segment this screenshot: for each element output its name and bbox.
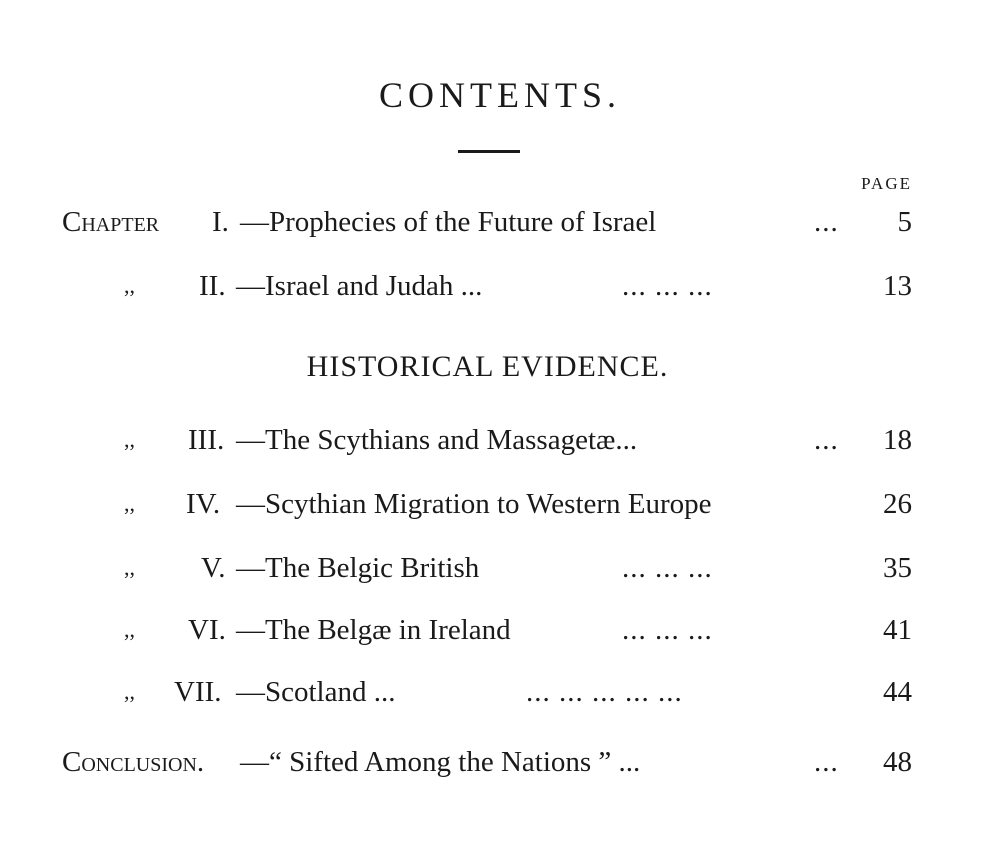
entry-lead: Chapter	[62, 206, 160, 238]
entry-leader-dots: ... ... ... ... ...	[526, 676, 683, 708]
toc-entry	[0, 200, 1000, 244]
entry-page-number: 48	[883, 746, 912, 778]
entry-ditto-mark: ,,	[124, 555, 135, 580]
entry-title: —Israel and Judah ...	[236, 270, 483, 302]
entry-page-number: 26	[883, 488, 912, 520]
entry-lead: Conclusion.	[62, 746, 205, 778]
entry-numeral: VI.	[188, 614, 226, 646]
section-heading: HISTORICAL EVIDENCE.	[306, 350, 669, 383]
entry-ditto-mark: ,,	[124, 679, 135, 704]
entry-title: —The Scythians and Massagetæ...	[236, 424, 638, 456]
entry-title: —Scythian Migration to Western Europe	[236, 488, 712, 520]
entry-page-number: 35	[883, 552, 912, 584]
entry-leader-dots: ...	[814, 746, 839, 778]
entry-page-number: 41	[883, 614, 912, 646]
toc-entry	[0, 740, 1000, 784]
entry-leader-dots: ... ... ...	[622, 614, 713, 646]
entry-ditto-mark: ,,	[124, 427, 135, 452]
entry-leader-dots: ... ... ...	[622, 552, 713, 584]
entry-title: —Prophecies of the Future of Israel	[240, 206, 657, 238]
entry-leader-dots: ... ... ...	[622, 270, 713, 302]
toc-entry	[0, 418, 1000, 462]
toc-entry	[0, 546, 1000, 590]
entry-ditto-mark: ,,	[124, 273, 135, 298]
page-column-header: PAGE	[861, 174, 912, 193]
entry-numeral: I.	[212, 206, 229, 238]
entry-title: —Scotland ...	[236, 676, 396, 708]
entry-numeral: IV.	[186, 488, 221, 520]
entry-leader-dots: ...	[814, 424, 839, 456]
entry-numeral: V.	[201, 552, 226, 584]
toc-entry	[0, 608, 1000, 652]
entry-title: —“ Sifted Among the Nations ” ...	[240, 746, 641, 778]
toc-entry	[0, 670, 1000, 714]
toc-entry	[0, 482, 1000, 526]
entry-ditto-mark: ,,	[124, 617, 135, 642]
entry-numeral: III.	[188, 424, 225, 456]
entry-numeral: VII.	[174, 676, 222, 708]
entry-page-number: 44	[883, 676, 912, 708]
entry-page-number: 18	[883, 424, 912, 456]
entry-page-number: 5	[897, 206, 912, 238]
entry-ditto-mark: ,,	[124, 491, 135, 516]
title-rule	[458, 150, 520, 153]
toc-entry	[0, 264, 1000, 308]
entry-leader-dots: ...	[814, 206, 839, 238]
entry-title: —The Belgæ in Ireland	[236, 614, 511, 646]
entry-page-number: 13	[883, 270, 912, 302]
contents-title: CONTENTS.	[379, 75, 621, 115]
entry-title: —The Belgic British	[236, 552, 480, 584]
entry-numeral: II.	[199, 270, 226, 302]
